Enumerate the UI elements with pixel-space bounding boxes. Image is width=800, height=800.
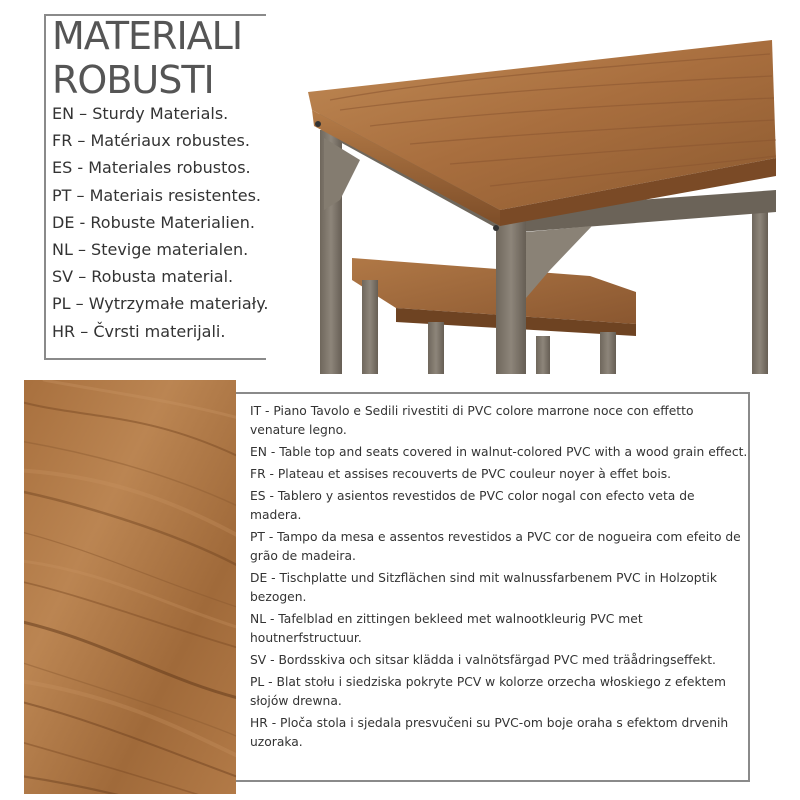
title-line-1: MATERIALI: [52, 14, 243, 58]
translation-es: ES - Materiales robustos.: [52, 158, 251, 178]
description-fr: FR - Plateau et assises recouverts de PVC couleur noyer à effet bois.: [250, 467, 672, 481]
title-line-2: ROBUSTI: [52, 58, 214, 102]
description-nl: NL - Tafelblad en zittingen bekleed met walnootkleurig PVC met houtnerfstructuur.: [250, 612, 643, 645]
table-leg-back-right: [752, 208, 768, 374]
page-title: [52, 14, 242, 102]
translation-fr: FR – Matériaux robustes.: [52, 131, 250, 151]
translation-pl: PL – Wytrzymałe materiały.: [52, 294, 269, 314]
description-sv: SV - Bordsskiva och sitsar klädda i valnötsfärgad PVC med träådringseffekt.: [250, 653, 716, 667]
translation-list: [52, 100, 268, 345]
table-screw-front: [493, 225, 499, 231]
description-list: [250, 402, 748, 755]
stool-leg-back: [536, 336, 550, 374]
translation-de: DE - Robuste Materialien.: [52, 212, 255, 232]
translation-hr: HR – Čvrsti materijali.: [52, 321, 226, 341]
stool-leg-right: [600, 332, 616, 374]
wood-texture-sample: [24, 380, 236, 794]
stool-leg-mid: [428, 322, 444, 374]
translation-sv: SV – Robusta material.: [52, 267, 234, 287]
translation-pt: PT – Materiais resistentes.: [52, 185, 261, 205]
description-de: DE - Tischplatte und Sitzflächen sind mit walnussfarbenem PVC in Holzoptik bezogen.: [250, 571, 717, 604]
description-it: IT - Piano Tavolo e Sedili rivestiti di PVC colore marrone noce con effetto venature legno.: [250, 404, 694, 437]
stool-leg-left: [362, 280, 378, 374]
description-hr: HR - Ploča stola i sjedala presvučeni su PVC-om boje oraha s efektom drvenih uzoraka.: [250, 716, 729, 749]
stool-seat: [352, 258, 636, 324]
description-es: ES - Tablero y asientos revestidos de PVC color nogal con efecto veta de madera.: [250, 489, 695, 522]
table-leg-front: [496, 218, 526, 374]
table-screw-left: [315, 121, 321, 127]
translation-nl: NL – Stevige materialen.: [52, 240, 249, 260]
description-pt: PT - Tampo da mesa e assentos revestidos a PVC cor de nogueira com efeito de grão de madeira.: [250, 530, 741, 563]
description-en: EN - Table top and seats covered in walnut-colored PVC with a wood grain effect.: [250, 445, 748, 459]
table-and-stool-photo: [300, 40, 776, 374]
description-pl: PL - Blat stołu i siedziska pokryte PCV w kolorze orzecha włoskiego z efektem słojów drewna.: [250, 675, 726, 708]
translation-en: EN – Sturdy Materials.: [52, 104, 229, 123]
